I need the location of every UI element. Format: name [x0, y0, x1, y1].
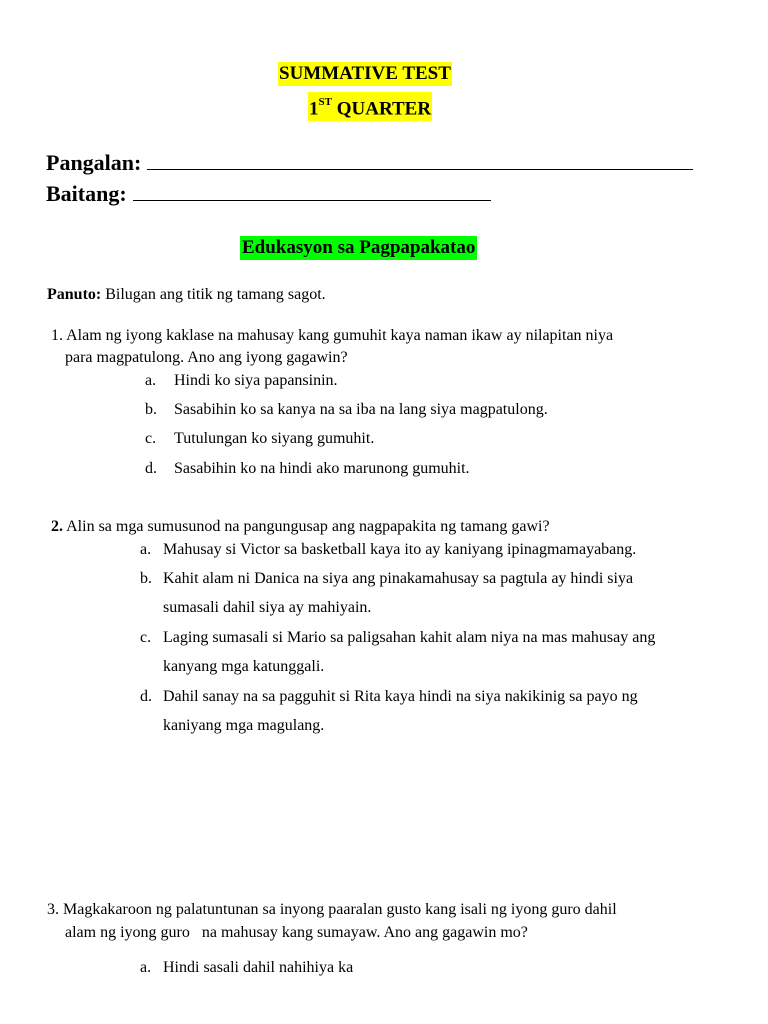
question-2-option-c-continuation: kanyang mga katunggali.: [163, 658, 325, 675]
quarter-title: [308, 92, 432, 121]
question-1-option-b[interactable]: [145, 400, 548, 420]
option-text: Dahil sanay na sa pagguhit si Rita kaya hindi na siya nakikinig sa payo ng: [163, 688, 638, 705]
question-1-option-a[interactable]: [145, 371, 338, 391]
quarter-label: QUARTER: [331, 98, 432, 120]
question-2-option-b[interactable]: [140, 569, 633, 589]
subject-title: Edukasyon sa Pagpapakatao: [242, 237, 476, 258]
question-3-option-a[interactable]: [140, 958, 353, 978]
question-2-option-a[interactable]: [140, 540, 636, 560]
question-2-option-b-continuation: sumasali dahil siya ay mahiyain.: [163, 599, 372, 616]
question-1-option-c[interactable]: [145, 429, 374, 449]
question-2-line-1: [51, 517, 550, 537]
baitang-label: Baitang:: [46, 181, 127, 206]
option-text: Kahit alam ni Danica na siya ang pinakamahusay sa pagtula ay hindi siya: [163, 570, 634, 587]
baitang-blank-line[interactable]: [133, 180, 491, 201]
option-text: Hindi ko siya papansinin.: [174, 372, 338, 389]
option-text: Sasabihin ko na hindi ako marunong gumuhit.: [174, 460, 470, 477]
option-letter: a.: [145, 372, 157, 389]
option-letter: a.: [140, 541, 152, 558]
pangalan-label: Pangalan:: [46, 150, 142, 175]
question-3-text-line-1: Magkakaroon ng palatuntunan sa inyong paaralan gusto kang isali ng iyong guro dahil: [63, 901, 617, 918]
instructions-text: Bilugan ang titik ng tamang sagot.: [101, 286, 326, 303]
option-text: Tutulungan ko siyang gumuhit.: [174, 430, 375, 447]
option-letter: a.: [140, 959, 152, 976]
option-letter: b.: [145, 401, 157, 418]
question-1-text-line-1: Alam ng iyong kaklase na mahusay kang gumuhit kaya naman ikaw ay nilapitan niya: [66, 327, 614, 344]
question-2-option-c[interactable]: [140, 628, 655, 648]
quarter-ordinal-suffix: ST: [318, 96, 332, 108]
instructions-label: Panuto:: [47, 286, 102, 303]
option-letter: c.: [145, 430, 157, 447]
option-text: Mahusay si Victor sa basketball kaya ito ay kaniyang ipinagmamayabang.: [163, 541, 637, 558]
question-3-number: 3.: [47, 901, 59, 918]
question-1-text-line-2: para magpatulong. Ano ang iyong gagawin?: [65, 349, 348, 366]
question-3-line-1: [47, 900, 617, 920]
question-2-option-d[interactable]: [140, 687, 638, 707]
option-letter: b.: [140, 570, 152, 587]
pangalan-field: [46, 149, 693, 177]
question-3-text-line-2: [65, 923, 528, 943]
option-text: Laging sumasali si Mario sa paligsahan kahit alam niya na mas mahusay ang: [163, 629, 656, 646]
option-letter: d.: [145, 460, 157, 477]
option-text: Sasabihin ko sa kanya na sa iba na lang siya magpatulong.: [174, 401, 548, 418]
test-title-text: SUMMATIVE TEST: [279, 63, 451, 84]
baitang-field: [46, 180, 491, 208]
option-letter: c.: [140, 629, 152, 646]
question-1-option-d[interactable]: [145, 459, 470, 479]
instructions: [47, 285, 326, 305]
question-2-text-line-1: Alin sa mga sumusunod na pangungusap ang nagpapakita ng tamang gawi?: [66, 518, 550, 535]
question-1-number: 1.: [51, 327, 63, 344]
option-text: Hindi sasali dahil nahihiya ka: [163, 959, 354, 976]
question-2-option-d-continuation: kaniyang mga magulang.: [163, 717, 325, 734]
question-1-line-1: [51, 326, 613, 346]
question-3-text-line-2-content: alam ng iyong guro na mahusay kang sumayaw. Ano ang gagawin mo?: [65, 924, 528, 941]
quarter-number: 1: [309, 98, 319, 120]
option-letter: d.: [140, 688, 152, 705]
test-title: [278, 62, 452, 86]
question-2-number: 2.: [51, 518, 63, 535]
pangalan-blank-line[interactable]: [147, 149, 693, 170]
